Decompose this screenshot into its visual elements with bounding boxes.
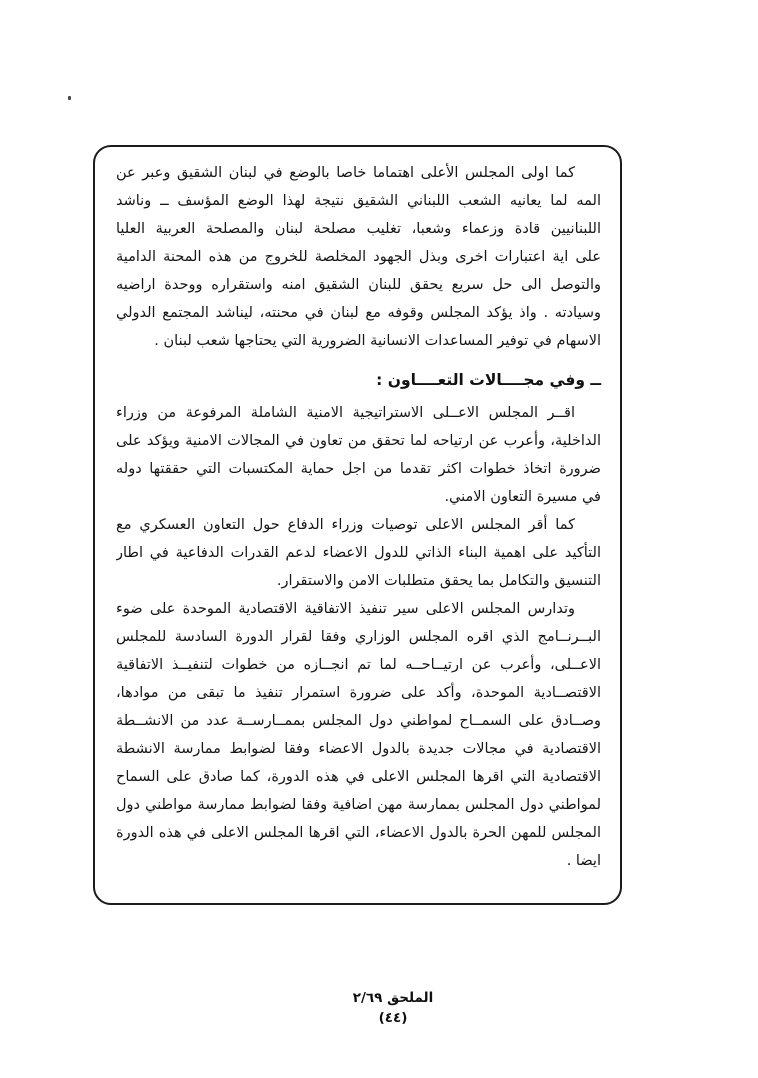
document-body xyxy=(95,147,620,903)
text-line: كما أقر المجلس الاعلى توصيات وزراء الدفاع حول التعاون العسكري مع xyxy=(116,517,575,533)
section-heading: ــ وفي مجــــالات التعــــاون : xyxy=(376,371,601,389)
text-frame xyxy=(93,145,622,905)
page-footer xyxy=(14,990,758,1026)
text-line: التنسيق والتكامل بما يحقق متطلبات الامن والاستقرار. xyxy=(276,573,601,589)
scan-speck xyxy=(68,96,71,100)
text-line: وصــادق على السمــاح لمواطني دول المجلس بممــارســة عدد من الانشــطة xyxy=(116,713,601,729)
annex-label: الملحق ٢/٦٩ xyxy=(352,990,434,1006)
text-line: وتدارس المجلس الاعلى سير تنفيذ الاتفاقية الاقتصادية الموحدة على ضوء xyxy=(116,601,575,617)
text-line: لمواطني دول المجلس بممارسة مهن اضافية وفقا لضوابط ممارسة مواطني دول xyxy=(116,797,601,813)
text-line: ايضا . xyxy=(566,853,601,869)
text-line: اللبنانيين قادة وزعماء وشعبا، تغليب مصلحة لبنان والمصلحة العربية العليا xyxy=(116,221,601,237)
paragraph xyxy=(116,159,601,355)
text-line: الاسهام في توفير المساعدات الانسانية الضرورية التي يحتاجها شعب لبنان . xyxy=(154,333,601,349)
text-line: الاعــلى، وأعرب عن ارتيــاحــه لما تم انجــازه من خطوات لتنفيــذ الاتفاقية xyxy=(116,657,601,673)
text-line: اقــر المجلس الاعــلى الاستراتيجية الامنية الشاملة المرفوعة من وزراء xyxy=(116,405,575,421)
text-line: التأكيد على اهمية البناء الذاتي للدول الاعضاء لدعم القدرات الدفاعية في اطار xyxy=(116,545,601,561)
page-number: (٤٤) xyxy=(378,1010,408,1026)
text-line: والتوصل الى حل سريع يحقق للبنان الشقيق امنه واستقراره ووحدة اراضيه xyxy=(116,277,601,293)
text-line: الاقتصادية التي اقرها المجلس الاعلى في هذه الدورة، كما صادق على السماح xyxy=(116,769,601,785)
paragraph xyxy=(116,511,601,595)
text-line: البــرنــامج الذي اقره المجلس الوزاري وفقا لقرار الدورة السادسة للمجلس xyxy=(116,629,601,645)
text-line: الداخلية، وأعرب عن ارتياحه لما تحقق من تعاون في المجالات الامنية ويؤكد على xyxy=(116,433,601,449)
text-line: ضرورة اتخاذ خطوات اكثر تقدما من اجل حماية المكتسبات التي حققتها دوله xyxy=(116,461,601,477)
text-line: في مسيرة التعاون الامني. xyxy=(444,489,601,505)
text-line: المجلس للمهن الحرة بالدول الاعضاء، التي اقرها المجلس الاعلى في هذه الدورة xyxy=(116,825,601,841)
paragraph xyxy=(116,595,601,875)
text-line: المه لما يعانيه الشعب اللبناني الشقيق نتيجة لهذا الوضع المؤسف ــ وناشد xyxy=(116,193,601,209)
text-line: كما اولى المجلس الأعلى اهتماما خاصا بالوضع في لبنان الشقيق وعبر عن xyxy=(116,165,575,181)
text-line: وسيادته . واذ يؤكد المجلس وقوفه مع لبنان في محنته، ليناشد المجتمع الدولي xyxy=(116,305,601,321)
paragraph xyxy=(116,399,601,511)
text-line: على اية اعتبارات اخرى وبذل الجهود المخلصة للخروج من هذه المحنة الدامية xyxy=(116,249,601,265)
text-line: الاقتصادية في مجالات جديدة بالدول الاعضاء وفقا لضوابط ممارسة الانشطة xyxy=(116,741,601,757)
text-line: الاقتصــادية الموحدة، وأكد على ضرورة استمرار تنفيذ ما تبقى من موادها، xyxy=(116,685,601,701)
